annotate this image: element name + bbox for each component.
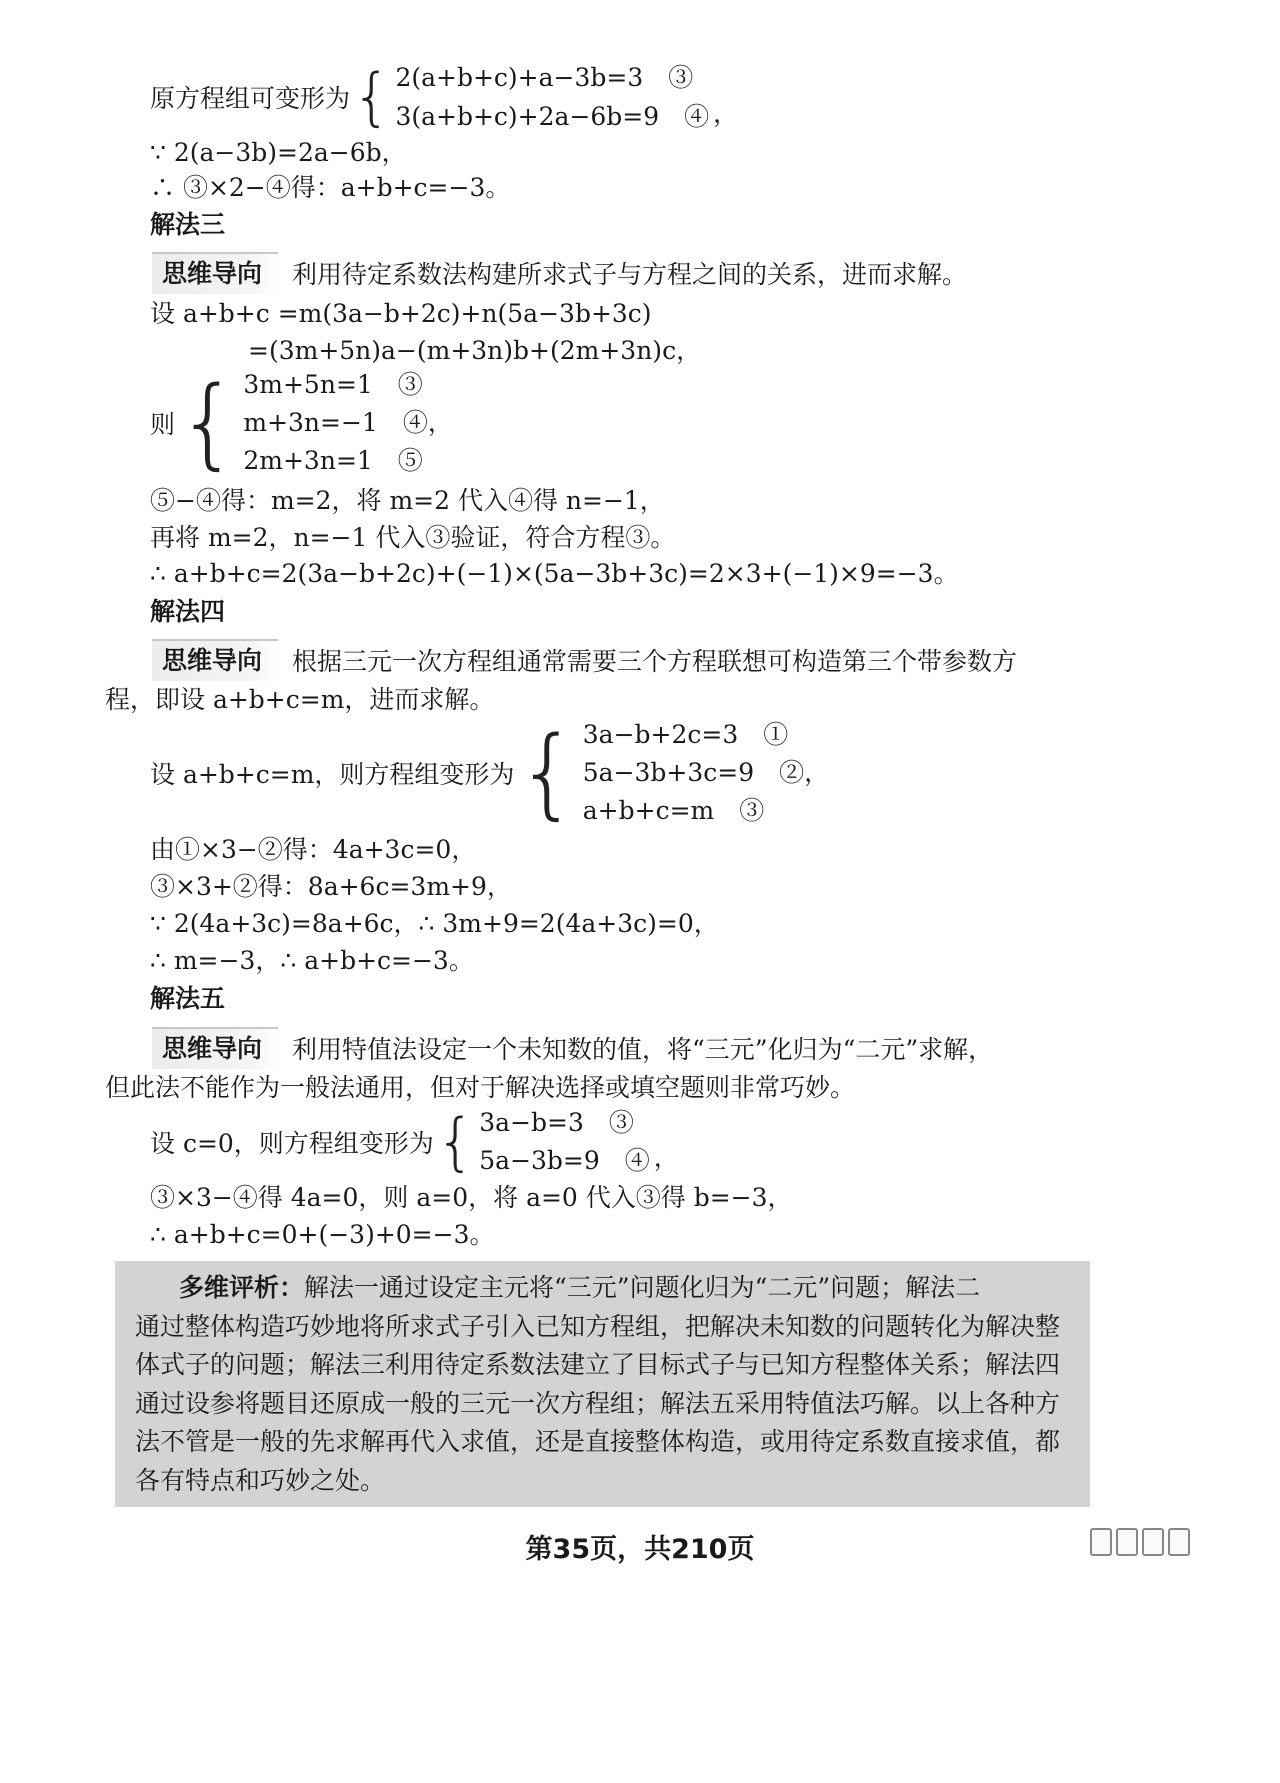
section-heading: 解法三 [150,210,226,239]
handle-bar [1116,1528,1138,1556]
equation-row: 5a−3b+3c=9 ②， [582,758,830,787]
guide-tag: 思维导向 [152,1027,278,1069]
system-prefix: 则 [150,410,176,439]
handle-bar [1168,1528,1190,1556]
text-line: ③×3+②得：8a+6c=3m+9， [150,872,512,901]
brace: { [516,716,579,830]
guide-text: 利用特值法设定一个未知数的值，将“三元”化归为“二元”求解， [292,1035,994,1064]
guide-text-cont: 程，即设 a+b+c=m，进而求解。 [105,685,495,714]
review-line: 通过整体构造巧妙地将所求式子引入已知方程组，把解决未知数的问题转化为解决整 [135,1311,1061,1341]
equation-row: 3a−b=3 ③ [479,1108,634,1137]
review-line: 各有特点和巧妙之处。 [135,1465,386,1495]
equation-row: 2(a+b+c)+a−3b=3 ③ [395,63,694,92]
handle-bar [1142,1528,1164,1556]
text-line: ∵ 2(4a+3c)=8a+6c，∴ 3m+9=2(4a+3c)=0， [150,909,719,938]
equation-row: 2m+3n=1 ⑤ [243,446,423,475]
text-line: 再将 m=2，n=−1 代入③验证，符合方程③。 [150,523,676,552]
page-handle-icon[interactable] [1090,1528,1190,1554]
guide-text-cont: 但此法不能作为一般法通用，但对于解决选择或填空题则非常巧妙。 [105,1073,856,1102]
text-line: 由①×3−②得：4a+3c=0， [150,835,477,864]
text-line: ③×3−④得 4a=0，则 a=0，将 a=0 代入③得 b=−3， [150,1183,793,1212]
handle-bar [1090,1528,1112,1556]
guide-tag: 思维导向 [152,252,278,294]
text-line: ⑤−④得：m=2，将 m=2 代入④得 n=−1， [150,486,665,515]
review-line: 体式子的问题；解法三利用待定系数法建立了目标式子与已知方程整体关系；解法四 [135,1350,1061,1379]
equation-row: 3m+5n=1 ③ [243,370,423,399]
equation-system-s2 [150,58,738,136]
punctuation: ， [713,99,739,128]
equation-row: m+3n=−1 ④， [243,408,453,437]
guide-text: 利用待定系数法构建所求式子与方程之间的关系，进而求解。 [292,260,968,289]
guide-tag: 思维导向 [152,639,278,681]
equation-row: a+b+c=m ③ [582,796,765,825]
section-heading: 解法四 [150,597,226,626]
equation-row: 5a−3b=9 ④ [479,1146,650,1175]
equation-system-s3 [150,366,453,480]
punctuation: ， [653,1143,679,1172]
page-indicator: 第35页，共210页 [525,1534,755,1565]
system-prefix: 设 a+b+c=m，则方程组变形为 [150,760,515,789]
section-heading: 解法五 [150,984,226,1013]
brace: { [352,60,392,133]
brace: { [177,366,240,480]
review-label: 多维评析： [179,1273,305,1302]
equation-row: 3(a+b+c)+2a−6b=9 ④ [395,102,710,131]
equation-system-s4 [150,716,829,830]
text-line: ∴ m=−3，∴ a+b+c=−3。 [150,946,474,975]
review-line-first [135,1269,1070,1308]
guide-text: 根据三元一次方程组通常需要三个方程联想可构造第三个带参数方 [292,647,1018,676]
brace: { [435,1105,476,1178]
review-box [115,1261,1090,1507]
text-line: ∴ a+b+c=0+(−3)+0=−3。 [150,1220,495,1249]
review-line: 法不管是一般的先求解再代入求值，还是直接整体构造，或用待定系数直接求值，都 [135,1427,1061,1456]
system-prefix: 原方程组可变形为 [150,84,351,113]
text-line: =(3m+5n)a−(m+3n)b+(2m+3n)c， [248,336,702,365]
text-line: ∴ ③×2−④得：a+b+c=−3。 [150,173,511,202]
text-line: ∵ 2(a−3b)=2a−6b， [150,138,407,167]
text-line: 设 a+b+c =m(3a−b+2c)+n(5a−3b+3c) [150,299,652,328]
equation-system-s5 [150,1104,679,1180]
review-text: 解法一通过设定主元将“三元”问题化归为“二元”问题；解法二 [304,1273,981,1302]
equation-row: 3a−b+2c=3 ① [582,720,789,749]
system-prefix: 设 c=0，则方程组变形为 [150,1129,434,1158]
review-line: 通过设参将题目还原成一般的三元一次方程组；解法五采用特值法巧解。以上各种方 [135,1388,1061,1418]
text-line: ∴ a+b+c=2(3a−b+2c)+(−1)×(5a−3b+3c)=2×3+(−1)×9=−3。 [150,559,959,588]
